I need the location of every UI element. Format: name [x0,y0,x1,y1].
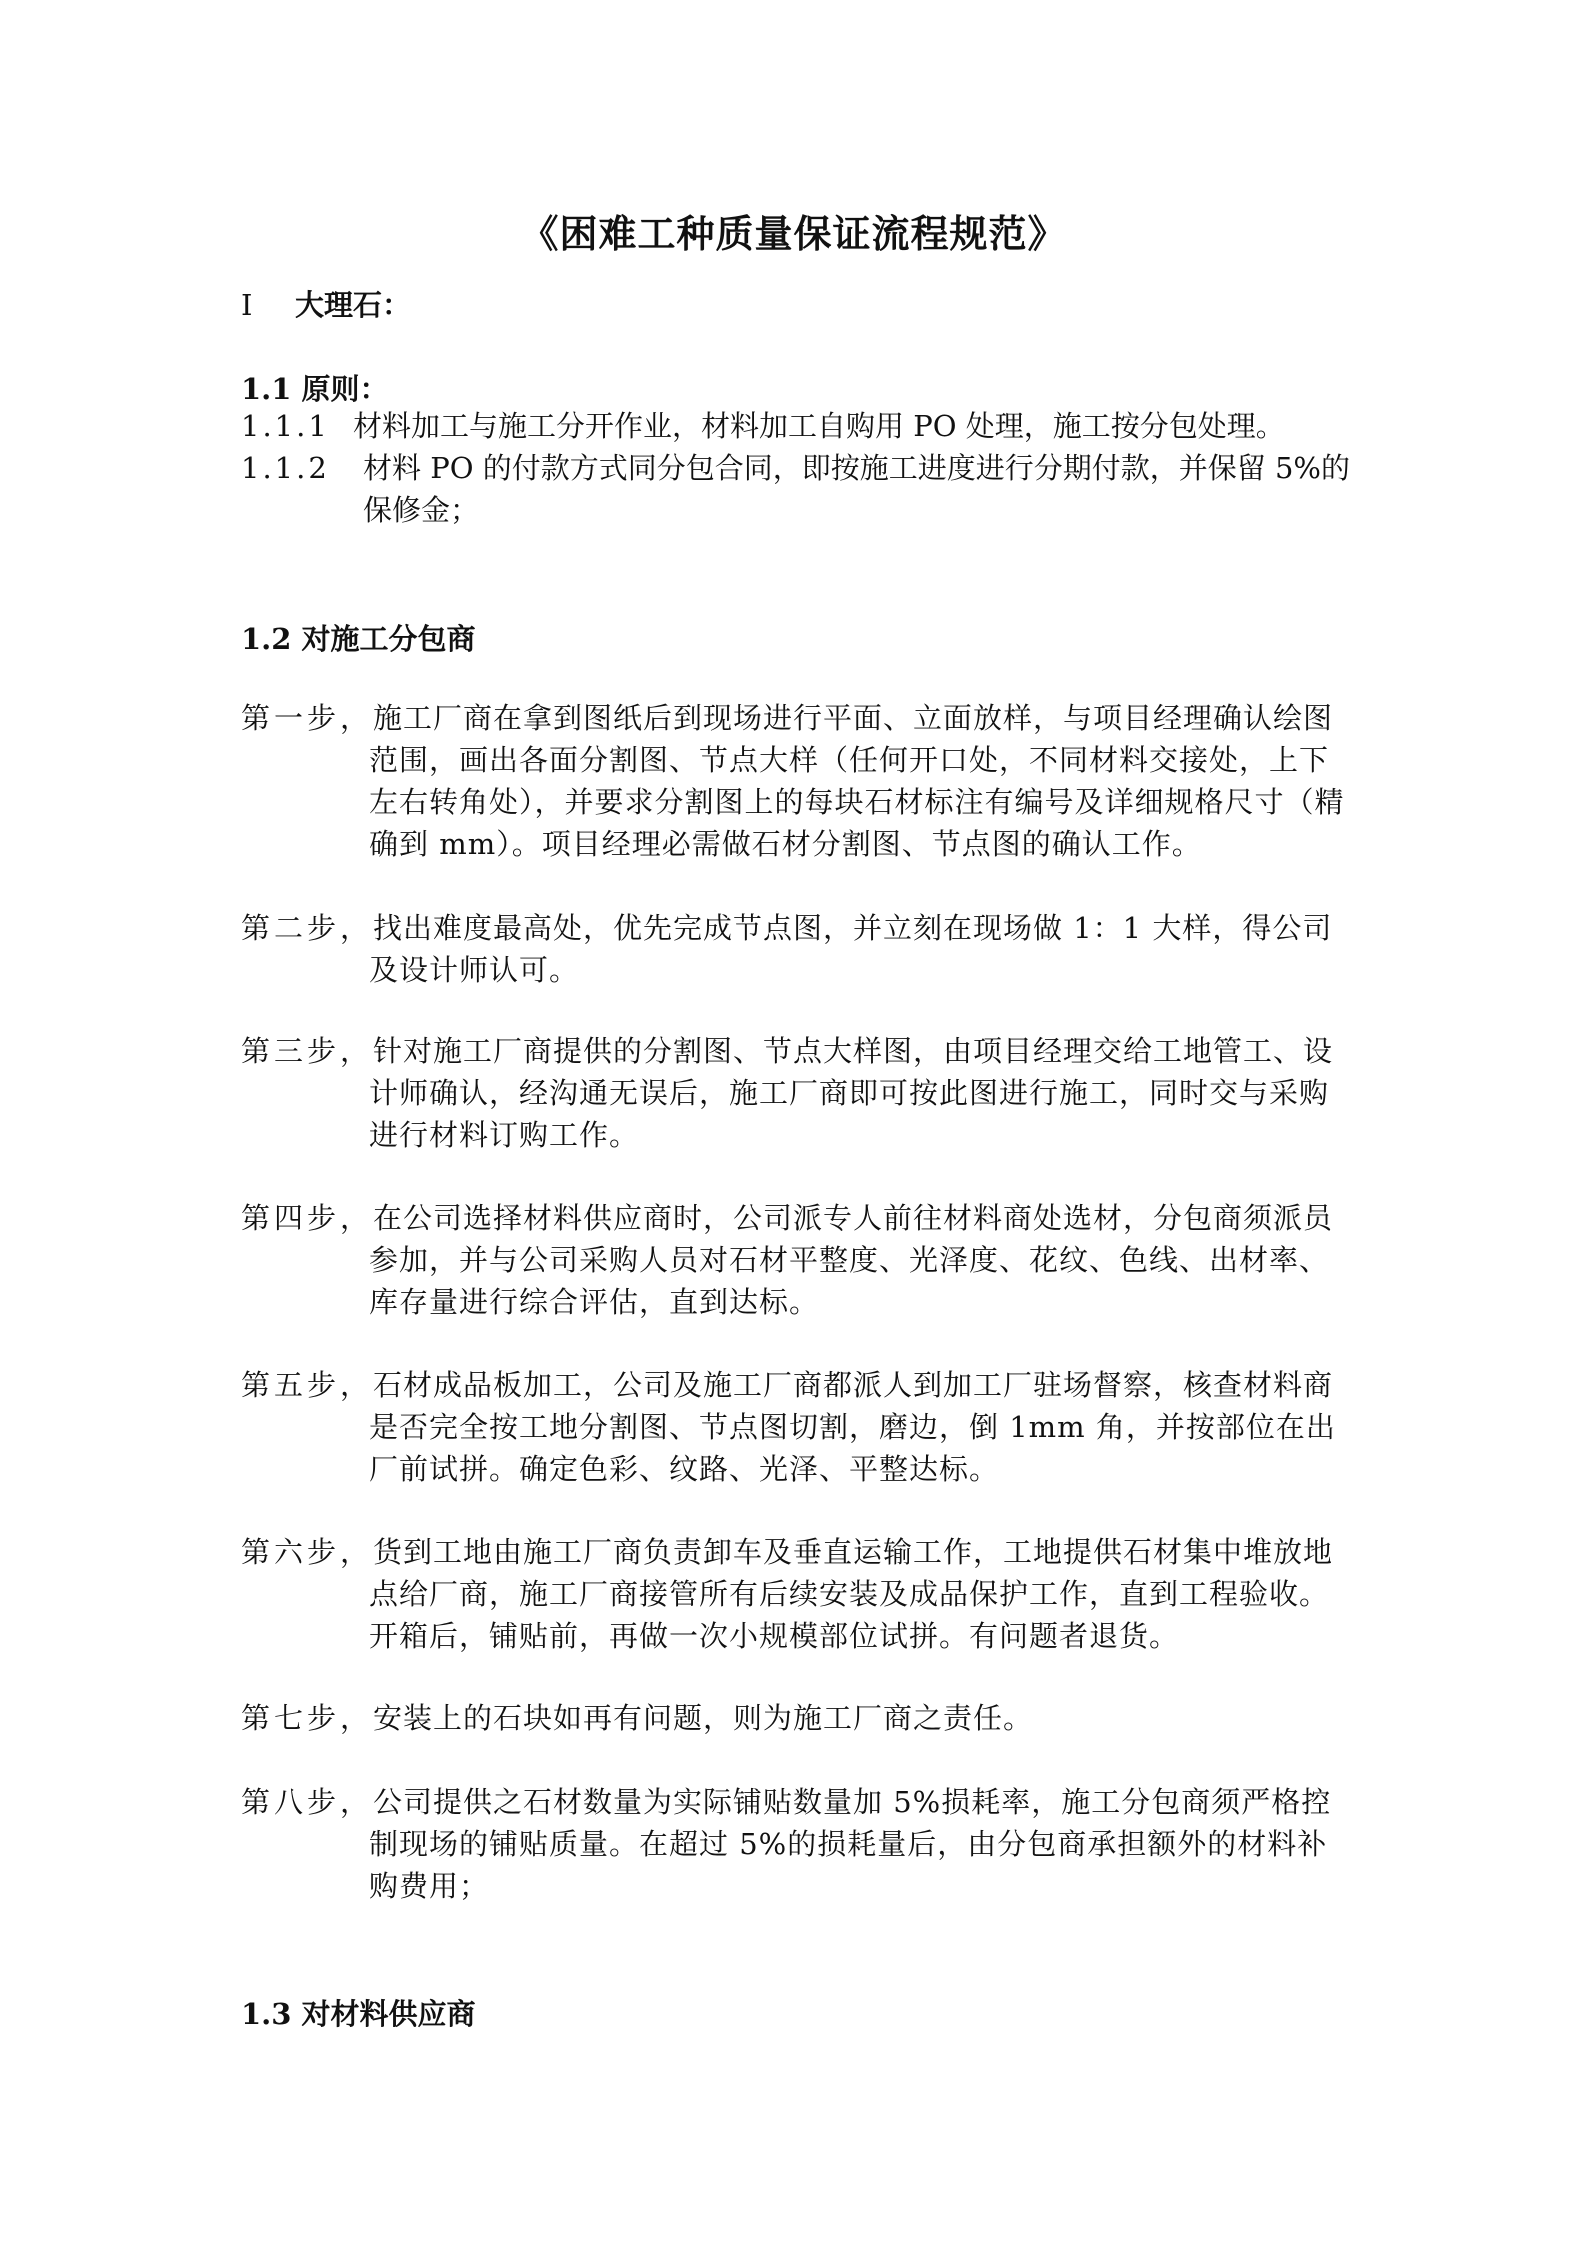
step-1 [241,697,1356,865]
part-number: I [241,288,253,322]
step-text: 在公司选择材料供应商时，公司派专人前往材料商处选材，分包商须派员参加，并与公司采购人员对石材平整度、光泽度、花纹、色线、出材率、库存量进行综合评估，直到达标。 [369,1201,1334,1319]
step-2 [241,907,1356,991]
section-heading-1-3: 1.3 对材料供应商 [241,1997,476,2031]
document-title: 《困难工种质量保证流程规范》 [520,211,1067,256]
step-label: 第八步， [241,1785,374,1819]
step-text: 安装上的石块如再有问题，则为施工厂商之责任。 [373,1701,1034,1735]
step-text: 针对施工厂商提供的分割图、节点大样图，由项目经理交给工地管工、设计师确认，经沟通无误后，施工厂商即可按此图进行施工，同时交与采购进行材料订购工作。 [369,1034,1334,1152]
clause-number: 1.1.1 [241,409,330,443]
step-text: 施工厂商在拿到图纸后到现场进行平面、立面放样，与项目经理确认绘图范围，画出各面分割图、节点大样（任何开口处，不同材料交接处，上下左右转角处），并要求分割图上的每块石材标注有编号及详细规格尺寸（精确到 mm）。项目经理必需做石材分割图、节点图的确认工作。 [369,701,1345,861]
step-label: 第七步， [241,1701,374,1735]
step-label: 第一步， [241,701,374,735]
step-label: 第六步， [241,1535,374,1569]
step-text: 公司提供之石材数量为实际铺贴数量加 5%损耗率，施工分包商须严格控制现场的铺贴质量。在超过 5%的损耗量后，由分包商承担额外的材料补购费用； [369,1785,1332,1903]
step-label: 第四步， [241,1201,374,1235]
step-text: 找出难度最高处，优先完成节点图，并立刻在现场做 1：1 大样，得公司及设计师认可。 [369,911,1333,987]
clause-text: 材料 PO 的付款方式同分包合同，即按施工进度进行分期付款，并保留 5%的保修金； [363,451,1350,527]
part-title: 大理石： [295,288,412,322]
step-label: 第五步， [241,1368,374,1402]
clause-1-1-1 [241,405,1356,447]
part-heading [241,283,411,324]
step-3 [241,1030,1356,1156]
step-text: 货到工地由施工厂商负责卸车及垂直运输工作，工地提供石材集中堆放地点给厂商，施工厂商接管所有后续安装及成品保护工作，直到工程验收。开箱后，铺贴前，再做一次小规模部位试拼。有问题者退货。 [369,1535,1334,1653]
step-6 [241,1531,1356,1657]
clause-number: 1.1.2 [241,451,330,485]
step-4 [241,1197,1356,1323]
step-label: 第二步， [241,911,374,945]
clause-1-1-2 [241,447,1356,531]
section-heading-1-1: 1.1 原则： [241,372,389,406]
step-label: 第三步， [241,1034,374,1068]
step-8 [241,1781,1356,1907]
step-7 [241,1697,1356,1739]
section-heading-1-2: 1.2 对施工分包商 [241,622,476,656]
step-5 [241,1364,1356,1490]
clause-text: 材料加工与施工分开作业，材料加工自购用 PO 处理，施工按分包处理。 [353,409,1285,443]
step-text: 石材成品板加工，公司及施工厂商都派人到加工厂驻场督察，核查材料商是否完全按工地分割图、节点图切割，磨边，倒 1mm 角，并按部位在出厂前试拼。确定色彩、纹路、光泽、平整达标。 [369,1368,1336,1486]
